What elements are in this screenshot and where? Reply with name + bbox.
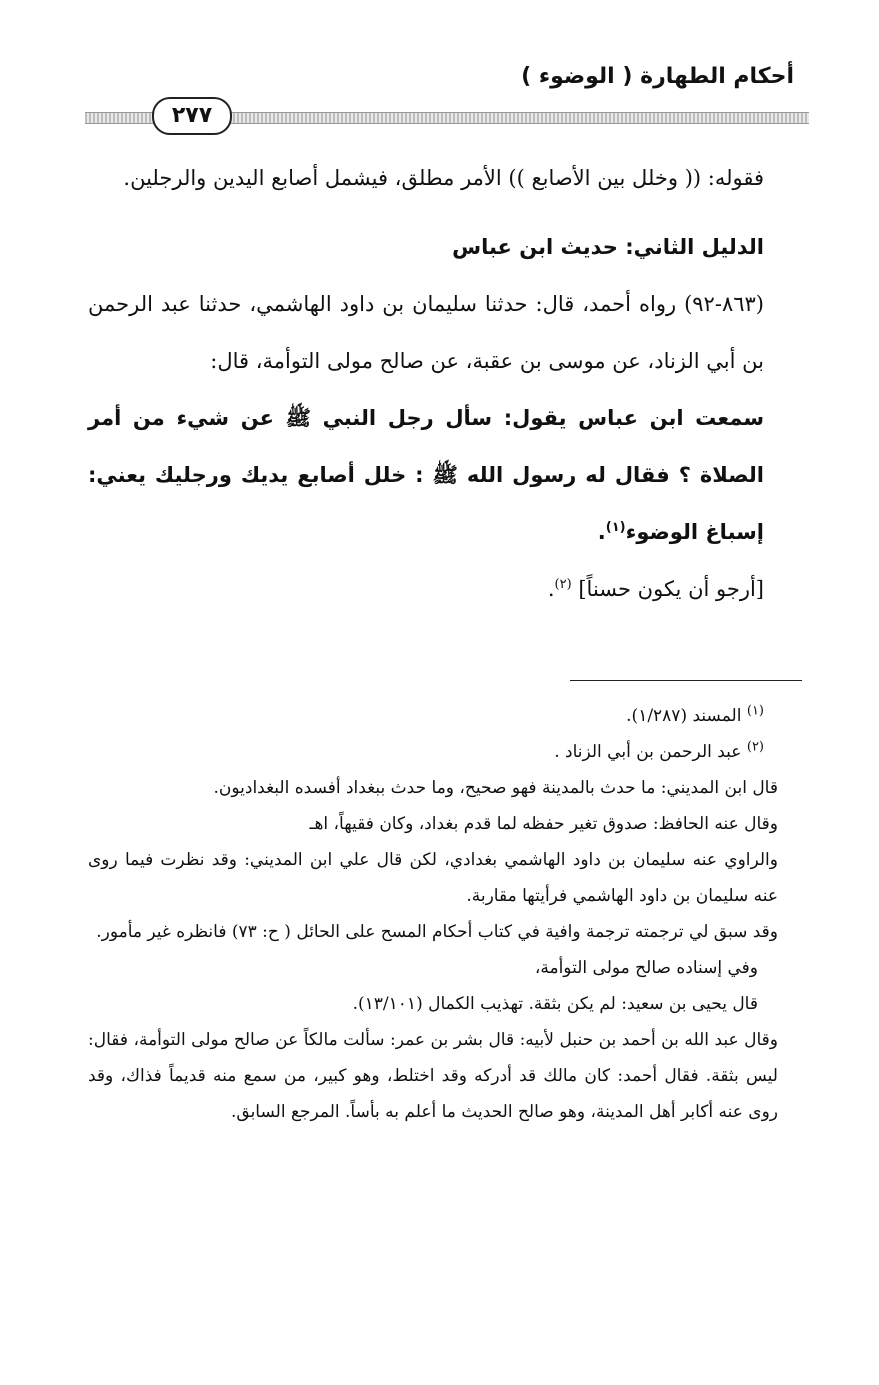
footnote-2 [88, 734, 808, 770]
footnote-2-marker: (٢) [746, 739, 764, 755]
running-title: أحكام الطهارة ( الوضوء ) [521, 64, 794, 89]
page-number: ٢٧٧ [152, 97, 232, 135]
footnote-1-text: المسند (١/٢٨٧). [626, 706, 742, 726]
footnote-line: وفي إسناده صالح مولى التوأمة، [534, 958, 758, 978]
footnote-1-marker: (١) [746, 703, 764, 719]
footnote-line: والراوي عنه سليمان بن داود الهاشمي بغدادي، لكن قال علي ابن المديني: وقد نظرت فيما روى عنه سليمان بن داود الهاشمي فرأيتها مقاربة. [88, 850, 778, 906]
footnote-ref-2: (٢) [554, 577, 572, 592]
paragraph-1: فقوله: (( وخلل بين الأصابع )) الأمر مطلق، فيشمل أصابع اليدين والرجلين. [123, 166, 764, 190]
hadith-end: . [597, 520, 606, 544]
grading-line [88, 561, 808, 618]
footnote-line: وقال عبد الله بن أحمد بن حنبل لأبيه: قال بشر بن عمر: سألت مالكاً عن صالح مولى التوأمة، فقال: ليس بثقة. فقال أحمد: كان مالك قد أدركه وقد اختلط، وهو كبير، من سمع منه قديماً فذاك، وقد روى عنه أكابر أهل المدينة، وهو صالح الحديث ما أعلم به بأساً. المرجع السابق. [88, 1030, 778, 1122]
footnote-line: وقال عنه الحافظ: صدوق تغير حفظه لما قدم بغداد، وكان فقيهاً، اهـ [309, 814, 778, 834]
footnote-2-text: عبد الرحمن بن أبي الزناد . [554, 742, 742, 762]
footnote-line: وقد سبق لي ترجمته ترجمة وافية في كتاب أحكام المسح على الحائل ( ح: ٧٣) فانظره غير مأمور. [96, 922, 778, 942]
footnote-ref-1: (١) [605, 520, 626, 535]
grading-text: [أرجو أن يكون حسناً] [578, 577, 764, 601]
footnote-line: قال ابن المديني: ما حدث بالمدينة فهو صحيح، وما حدث ببغداد أفسده البغداديون. [213, 778, 778, 798]
footnotes [88, 698, 808, 1130]
footnote-line: قال يحيى بن سعيد: لم يكن بثقة. تهذيب الكمال (١٣/١٠١). [352, 994, 758, 1014]
paragraph-isnad: (٨٦٣-٩٢) رواه أحمد، قال: حدثنا سليمان بن داود الهاشمي، حدثنا عبد الرحمن بن أبي الزناد، عن موسى بن عقبة، عن صالح مولى التوأمة، قال: [88, 292, 764, 373]
hadith-body: سمعت ابن عباس يقول: سأل رجل النبي ﷺ عن شيء من أمر الصلاة ؟ فقال له رسول الله ﷺ : خلل أصابع يديك ورجليك يعني: إسباغ الوضوء [88, 406, 764, 544]
section-heading: الدليل الثاني: حديث ابن عباس [452, 235, 764, 259]
footnote-1 [88, 698, 808, 734]
main-text [88, 150, 808, 618]
hadith-text [88, 390, 808, 561]
footnote-separator [570, 680, 802, 681]
grading-end: . [547, 577, 555, 601]
